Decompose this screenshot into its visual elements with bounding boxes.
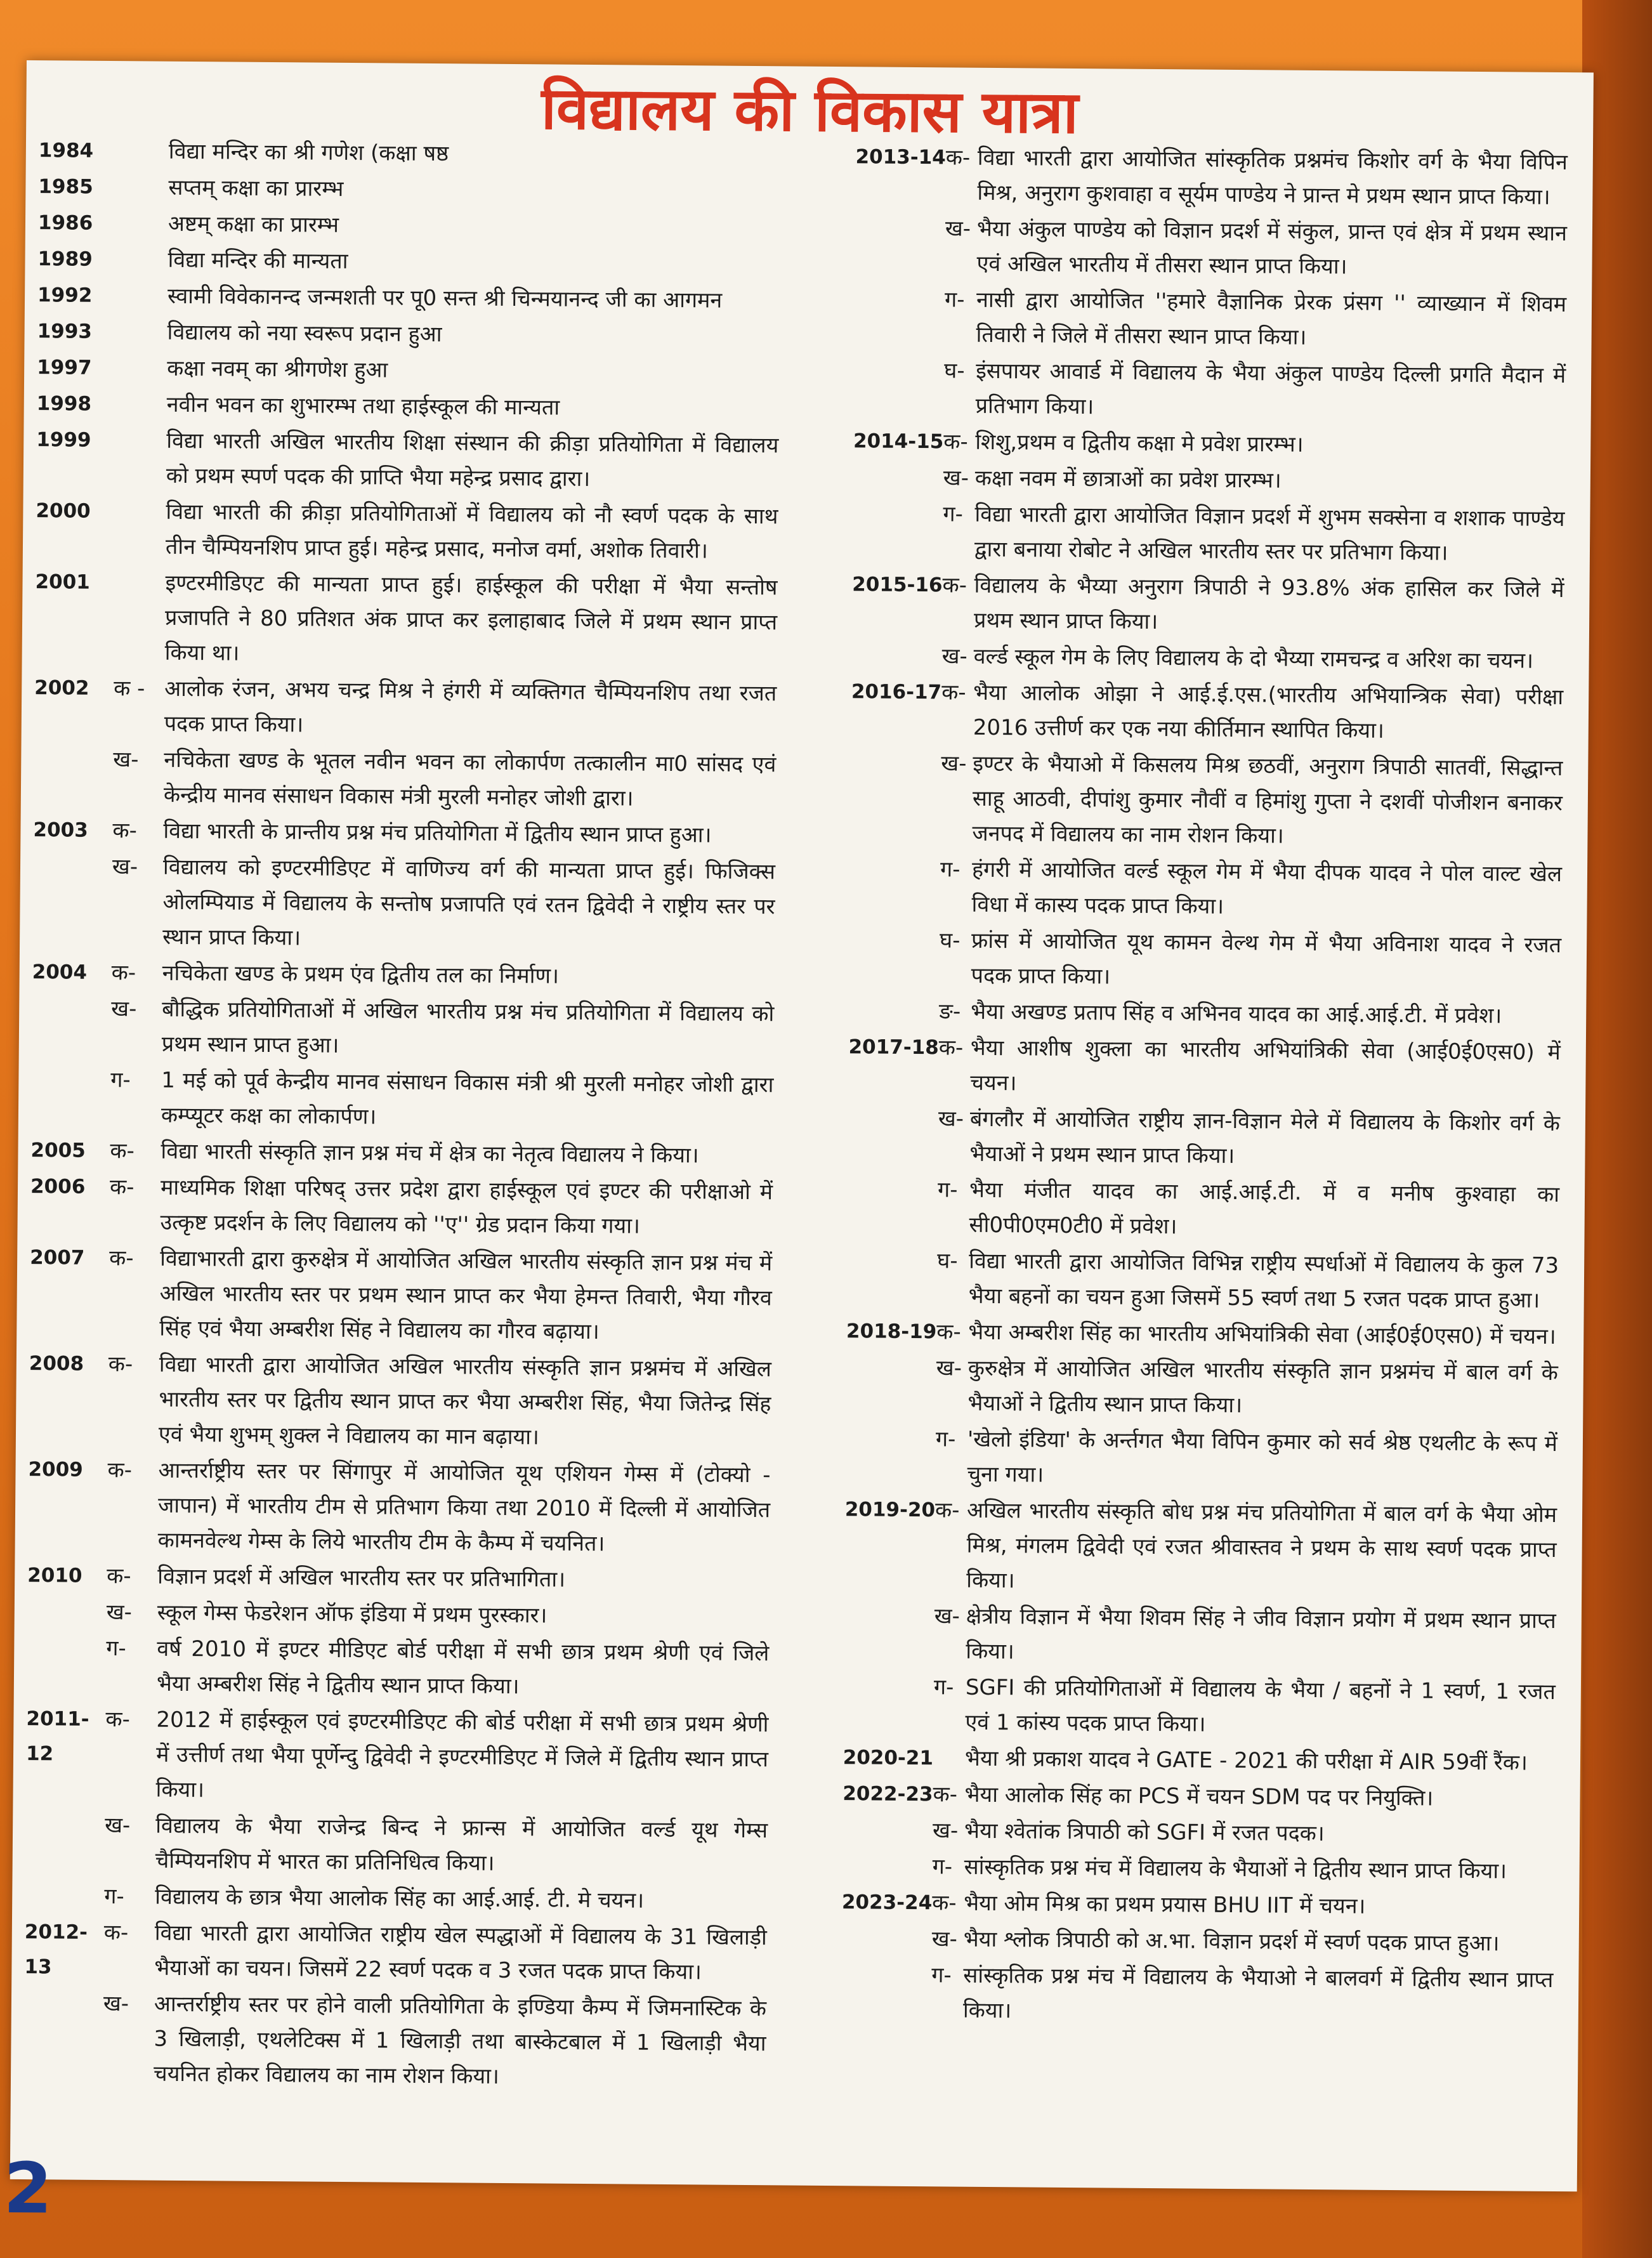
timeline-entry bbox=[814, 1492, 1557, 1603]
book-spine bbox=[1582, 0, 1652, 2258]
entry-text: भैया अम्बरीश सिंह का भारतीय अभियांत्रिकी सेवा (आई0ई0एस0) में चयन। bbox=[968, 1319, 1556, 1349]
entry-marker: क- bbox=[103, 1920, 129, 1946]
timeline-entry bbox=[37, 314, 779, 355]
entry-marker: क- bbox=[110, 1138, 135, 1164]
entry-year bbox=[823, 353, 945, 423]
entry-text: विद्या भारती अखिल भारतीय शिक्षा संस्थान की क्रीड़ा प्रतियोगिता में विद्यालय को प्रथम स्पर्ण पदक की प्राप्ति भैया महेन्द्र प्रसाद द्वारा। bbox=[166, 428, 779, 492]
entry-year: 2017-18 bbox=[848, 1035, 939, 1060]
entry-text: फ्रांस में आयोजित यूथ कामन वेल्थ गेम में भैया अविनाश यादव ने रजत पदक प्राप्त किया। bbox=[971, 928, 1562, 990]
timeline-entry bbox=[25, 1702, 768, 1812]
timeline-entry bbox=[818, 1030, 1561, 1105]
timeline-entry bbox=[812, 1813, 1554, 1853]
entry-text: स्वामी विवेकानन्द जन्मशती पर पू0 सन्त श्री चिन्मयानन्द जी का आगमन bbox=[167, 283, 723, 313]
entry-year: 2020-21 bbox=[842, 1746, 934, 1770]
entry-year bbox=[822, 496, 943, 567]
entry-year bbox=[824, 211, 945, 281]
entry-text: विद्यालय को इण्टरमीडिएट में वाणिज्य वर्ग की मान्यता प्राप्त हुई। फिजिक्स ओलम्पियाड में विद्यालय के सन्तोष प्रजापति एवं रतन द्विवेदी ने राष्ट्रीय स्तर पर स्थान प्राप्त किया। bbox=[162, 854, 776, 951]
entry-marker: ख- bbox=[941, 751, 967, 777]
entry-marker: ग- bbox=[940, 857, 960, 883]
timeline-entry bbox=[825, 140, 1568, 215]
entry-marker: ख- bbox=[936, 1355, 962, 1381]
timeline-entry bbox=[24, 1915, 767, 1990]
entry-marker: ग- bbox=[943, 501, 964, 527]
entry-year: 2013-14 bbox=[855, 145, 946, 169]
entry-marker: क - bbox=[114, 676, 145, 702]
entry-marker: क- bbox=[932, 1890, 957, 1916]
entry-marker: घ- bbox=[939, 928, 960, 954]
entry-marker: ख- bbox=[934, 1603, 960, 1629]
timeline-entry bbox=[813, 1740, 1555, 1781]
entry-year bbox=[25, 1808, 105, 1878]
entry-year bbox=[32, 849, 112, 954]
entry-year: 2010 bbox=[27, 1564, 82, 1587]
timeline-entry bbox=[818, 994, 1561, 1034]
entry-year bbox=[813, 1598, 934, 1669]
entry-marker bbox=[117, 206, 168, 242]
page-number: 2 bbox=[3, 2147, 53, 2229]
entry-text: सांस्कृतिक प्रश्न मंच में विद्यालय के भैयाओं ने द्वितीय स्थान प्राप्त किया। bbox=[964, 1854, 1507, 1884]
entry-marker: ख- bbox=[932, 1818, 959, 1844]
entry-text: स्कूल गेम्स फेडरेशन ऑफ इंडिया में प्रथम पुरस्कार। bbox=[157, 1599, 547, 1629]
entry-marker: ख- bbox=[945, 216, 971, 242]
entry-text: सप्तम् कक्षा का प्रारम्भ bbox=[168, 174, 344, 202]
entry-text: भैया अखण्ड प्रताप सिंह व अभिनव यादव का आई.आई.टी. में प्रवेश। bbox=[971, 999, 1502, 1029]
entry-text: अष्टम् कक्षा का प्रारम्भ bbox=[167, 211, 339, 238]
entry-marker: क- bbox=[107, 1457, 133, 1483]
timeline-entry bbox=[824, 211, 1567, 286]
entry-year bbox=[23, 1986, 103, 2091]
entry-year: 2005 bbox=[30, 1139, 86, 1162]
timeline-entry bbox=[39, 133, 781, 174]
entry-marker bbox=[115, 494, 166, 565]
entry-text: भैया मंजीत यादव का आई.आई.टी. में व मनीष कुश्वाहा का सी0पी0एम0टी0 में प्रवेश। bbox=[969, 1177, 1560, 1240]
entry-year: 2014-15 bbox=[853, 430, 944, 454]
entry-text: नचिकेता खण्ड के प्रथम एंव द्वितीय तल का निर्माण। bbox=[162, 960, 560, 989]
timeline-entry bbox=[816, 1314, 1558, 1355]
entry-year bbox=[815, 1350, 936, 1421]
entry-text: नचिकेता खण्ड के भूतल नवीन भवन का लोकार्पण तत्कालीन मा0 सांसद एवं केन्द्रीय मानव संसाधन विकास मंत्री मुरली मनोहर जोशी द्वारा। bbox=[163, 747, 777, 811]
entry-text: विद्या भारती द्वारा आयोजित विज्ञान प्रदर्श में शुभम सक्सेना व शशाक पाण्डेय द्वारा बनाया रोबोट ने अखिल भारतीय स्तर पर प्रतिभाग किया। bbox=[974, 501, 1565, 566]
entry-year bbox=[816, 1243, 938, 1313]
entry-year bbox=[823, 282, 945, 352]
timeline-entry bbox=[812, 1776, 1554, 1817]
entry-year bbox=[823, 460, 943, 496]
entry-marker: ख- bbox=[113, 747, 139, 773]
entry-text: वर्ष 2010 में इण्टर मीडिएट बोर्ड परीक्षा में सभी छात्र प्रथम श्रेणी एवं जिले भैया अम्बरीश सिंह ने द्वितीय स्थान प्राप्त किया। bbox=[156, 1636, 770, 1700]
entry-marker bbox=[117, 279, 167, 314]
timeline-entry bbox=[34, 671, 777, 746]
timeline-entry bbox=[819, 851, 1562, 927]
entry-marker: ख- bbox=[103, 1991, 129, 2017]
timeline-entry bbox=[33, 813, 775, 853]
timeline-entry bbox=[29, 1240, 772, 1351]
entry-marker: क- bbox=[112, 818, 138, 844]
entry-text: भैया आलोक ओझा ने आई.ई.एस.(भारतीय अभियान्त्रिक सेवा) परीक्षा 2016 उत्तीर्ण कर एक नया कीर्तिमान स्थापित किया। bbox=[973, 679, 1564, 744]
timeline-entry bbox=[32, 849, 775, 959]
entry-marker: क- bbox=[105, 1707, 131, 1733]
entry-text: बंगलौर में आयोजित राष्ट्रीय ज्ञान-विज्ञान मेले में विद्यालय के किशोर वर्ग के भैयाओं ने प्रथम स्थान प्राप्त किया। bbox=[969, 1106, 1561, 1169]
timeline-entry bbox=[816, 1172, 1559, 1247]
right-column bbox=[811, 140, 1568, 2034]
left-column bbox=[23, 133, 781, 2097]
entry-text: सांस्कृतिक प्रश्न मंच में विद्यालय के भैयाओ ने बालवर्ग में द्वितीय स्थान प्राप्त किया। bbox=[962, 1962, 1554, 2024]
entry-year bbox=[32, 991, 112, 1061]
entry-year bbox=[819, 922, 940, 993]
entry-marker: क- bbox=[934, 1497, 960, 1523]
entry-year bbox=[819, 851, 940, 922]
timeline-entry bbox=[820, 745, 1563, 856]
entry-text: विद्या भारती द्वारा आयोजित राष्ट्रीय खेल स्पद्धाओं में विद्यालय के 31 खिलाड़ी भैयाओं का चयन। जिसमें 22 स्वर्ण पदक व 3 रजत पदक प्राप्त किया। bbox=[154, 1920, 767, 1985]
timeline-entry bbox=[27, 1452, 770, 1563]
entry-marker: ख- bbox=[931, 1926, 958, 1952]
entry-marker: ग- bbox=[110, 1067, 131, 1093]
entry-marker bbox=[118, 134, 169, 169]
entry-year: 2011-12 bbox=[25, 1707, 89, 1766]
entry-year bbox=[25, 1879, 104, 1914]
entry-year bbox=[816, 1172, 938, 1242]
entry-year: 1984 bbox=[38, 139, 94, 162]
timeline-entry bbox=[811, 1885, 1554, 1926]
entry-marker bbox=[933, 1741, 965, 1776]
entry-text: कुरुक्षेत्र में आयोजित अखिल भारतीय संस्कृति ज्ञान प्रश्नमंच में बाल वर्ग के भैयाओं ने द्वितीय स्थान प्राप्त किया। bbox=[967, 1355, 1558, 1419]
entry-marker bbox=[116, 315, 167, 350]
entry-year: 1986 bbox=[37, 211, 93, 235]
timeline-entry bbox=[821, 638, 1563, 679]
entry-text: भैया ओम मिश्र का प्रथम प्रयास BHU IIT में चयन। bbox=[964, 1890, 1366, 1919]
entry-text: भैया अंकुल पाण्डेय को विज्ञान प्रदर्श में संकुल, प्रान्त एवं क्षेत्र में प्रथम स्थान एवं अखिल भारतीय में तीसरा स्थान प्राप्त किया। bbox=[976, 216, 1568, 280]
entry-marker bbox=[114, 565, 165, 671]
entry-marker: ख- bbox=[104, 1813, 131, 1839]
timeline-entry bbox=[811, 1957, 1554, 2033]
entry-year: 2016-17 bbox=[851, 680, 942, 704]
entry-marker: ग- bbox=[106, 1636, 126, 1662]
entry-year: 2006 bbox=[30, 1175, 86, 1198]
document-page bbox=[3, 60, 1594, 2229]
entry-marker: घ- bbox=[944, 358, 965, 384]
entry-marker: क- bbox=[942, 572, 967, 598]
entry-marker: ख- bbox=[938, 1106, 964, 1132]
timeline-entry bbox=[823, 282, 1566, 357]
entry-text: आन्तर्राष्ट्रीय स्तर पर होने वाली प्रतियोगिता के इण्डिया कैम्प में जिमनास्टिक के 3 खिलाड़ी, एथलेटिक्स में 1 खिलाड़ी तथा बास्केटबाल में 1 खिलाड़ी भैया चयनित होकर विद्यालय का नाम रोशन किया। bbox=[153, 1991, 767, 2089]
timeline-entry bbox=[30, 1133, 773, 1174]
timeline-entry bbox=[37, 242, 780, 282]
entry-year bbox=[31, 1062, 111, 1132]
entry-year bbox=[812, 1813, 933, 1848]
timeline-entry bbox=[821, 674, 1564, 750]
timeline-entry bbox=[37, 386, 779, 427]
entry-year: 2015-16 bbox=[852, 573, 943, 597]
entry-marker: ङ- bbox=[939, 999, 961, 1025]
entry-marker: क- bbox=[936, 1319, 961, 1345]
entry-marker: क- bbox=[109, 1245, 134, 1271]
entry-text: हंगरी में आयोजित वर्ल्ड स्कूल गेम में भैया दीपक यादव ने पोल वाल्ट खेल विधा में कास्य पदक प्राप्त किया। bbox=[971, 857, 1563, 919]
entry-year bbox=[821, 638, 941, 674]
entry-year bbox=[811, 1849, 932, 1884]
entry-text: विद्या भारती के प्रान्तीय प्रश्न मंच प्रतियोगिता में द्वितीय स्थान प्राप्त हुआ। bbox=[163, 818, 712, 848]
timeline-entry bbox=[29, 1346, 771, 1457]
timeline-entry bbox=[36, 494, 778, 569]
entry-text: विद्या भारती द्वारा आयोजित विभिन्न राष्ट्रीय स्पर्धाओं में विद्यालय के कुल 73 भैया बहनों का चयन हुआ जिसमें 55 स्वर्ण तथा 5 रजत पदक प्राप्त हुआ। bbox=[968, 1248, 1559, 1313]
entry-text: वर्ल्ड स्कूल गेम के लिए विद्यालय के दो भैय्या रामचन्द्र व अरिश का चयन। bbox=[973, 643, 1534, 674]
timeline-entry bbox=[27, 1558, 770, 1599]
entry-year: 2001 bbox=[35, 570, 90, 594]
timeline-entry bbox=[31, 1062, 774, 1138]
entry-year: 2012-13 bbox=[24, 1920, 88, 1979]
entry-year: 2022-23 bbox=[842, 1782, 933, 1806]
timeline-entry bbox=[815, 1421, 1557, 1497]
entry-marker: ख- bbox=[111, 996, 137, 1022]
entry-text: भैया श्लोक त्रिपाठी को अ.भा. विज्ञान प्रदर्श में स्वर्ण पदक प्राप्त हुआ। bbox=[963, 1926, 1500, 1957]
entry-marker: ग- bbox=[933, 1674, 954, 1700]
entry-text: विद्यालय के भैय्या अनुराग त्रिपाठी ने 93.8% अंक हासिल कर जिले में प्रथम स्थान प्राप्त किया। bbox=[973, 572, 1564, 635]
entry-marker: क- bbox=[943, 429, 968, 455]
timeline-entry bbox=[811, 1921, 1554, 1962]
timeline-entry bbox=[27, 1631, 770, 1706]
entry-text: विद्यालय के छात्र भैया आलोक सिंह का आई.आई. टी. मे चयन। bbox=[155, 1884, 645, 1913]
entry-year bbox=[27, 1631, 107, 1701]
timeline-entry bbox=[823, 424, 1565, 464]
entry-marker: ख- bbox=[943, 465, 969, 491]
entry-year: 1989 bbox=[37, 247, 93, 271]
entry-marker: क- bbox=[107, 1563, 131, 1589]
entry-marker: क- bbox=[108, 1351, 133, 1377]
entry-text: कक्षा नवम में छात्राओं का प्रवेश प्रारम्भ। bbox=[974, 465, 1282, 494]
entry-text: आन्तर्राष्ट्रीय स्तर पर सिंगापुर में आयोजित यूथ एशियन गेम्स में (टोक्यो - जापान) में भारतीय टीम से प्रतिभाग किया तथा 2010 में दिल्ली में आयोजित कामनवेल्थ गेम्स के लिये भारतीय टीम के कैम्प में चयनित। bbox=[157, 1457, 771, 1557]
timeline-entry bbox=[23, 1986, 766, 2096]
entry-year: 2018-19 bbox=[846, 1320, 937, 1344]
entry-text: भैया श्री प्रकाश यादव ने GATE - 2021 की परीक्षा में AIR 59वीं रैंक। bbox=[964, 1745, 1528, 1776]
entry-text: माध्यमिक शिक्षा परिषद् उत्तर प्रदेश द्वारा हाईस्कूल एवं इण्टर की परीक्षाओ में उत्कृष्ट प्रदर्शन के लिए विद्यालय को ''ए'' ग्रेड प्रदान किया गया। bbox=[160, 1174, 773, 1239]
timeline-entry bbox=[813, 1598, 1556, 1674]
entry-year: 2019-20 bbox=[844, 1498, 936, 1522]
entry-year: 1985 bbox=[38, 175, 93, 199]
entry-year: 2002 bbox=[34, 676, 89, 700]
entry-year bbox=[811, 1957, 932, 2028]
entry-marker: घ- bbox=[937, 1248, 958, 1274]
entry-year: 2009 bbox=[28, 1458, 83, 1481]
entry-text: आलोक रंजन, अभय चन्द्र मिश्र ने हंगरी में व्यक्तिगत चैम्पियनशिप तथा रजत पदक प्राप्त किया। bbox=[164, 676, 777, 738]
entry-year: 1997 bbox=[37, 356, 92, 379]
timeline-entry bbox=[37, 350, 779, 391]
timeline-entry bbox=[817, 1101, 1560, 1176]
page-title: विद्यालय की विकास यात्रा bbox=[541, 74, 1079, 147]
entry-text: विद्यालय के भैया राजेन्द्र बिन्द ने फ्रान्स में आयोजित वर्ल्ड यूथ गेम्स चैम्पियनशिप में भारत का प्रतिनिधित्व किया। bbox=[155, 1813, 768, 1876]
entry-year: 2008 bbox=[29, 1352, 84, 1375]
entry-text: विद्या भारती द्वारा आयोजित सांस्कृतिक प्रश्नमंच किशोर वर्ग के भैया विपिन मिश्र, अनुराग कुशवाहा व सूर्यम पाण्डेय ने प्रान्त मे प्रथम स्थान प्राप्त किया। bbox=[977, 145, 1568, 210]
entry-year bbox=[34, 742, 114, 812]
entry-year: 2004 bbox=[32, 961, 88, 984]
entry-text: विद्यालय को नया स्वरूप प्रदान हुआ bbox=[167, 319, 442, 348]
entry-marker: ख- bbox=[106, 1599, 133, 1625]
entry-year bbox=[813, 1669, 934, 1740]
entry-text: इंसपायर आवार्ड में विद्यालय के भैया अंकुल पाण्डेय दिल्ली प्रगति मैदान में प्रतिभाग किया। bbox=[975, 358, 1566, 420]
entry-marker: क- bbox=[945, 145, 971, 171]
entry-marker: ग- bbox=[932, 1854, 953, 1880]
entry-marker: ख- bbox=[941, 643, 967, 669]
entry-year: 2003 bbox=[33, 818, 88, 842]
entry-text: विद्या भारती द्वारा आयोजित अखिल भारतीय संस्कृति ज्ञान प्रश्नमंच में अखिल भारतीय स्तर पर द्वितीय स्थान प्राप्त कर भैया अम्बरीश सिंह, भैया जितेन्द्र सिंह एवं भैया शुभम् शुक्ल ने विद्यालय का मान बढ़ाया। bbox=[158, 1351, 771, 1450]
timeline-entry bbox=[38, 206, 780, 246]
timeline-entry bbox=[32, 991, 775, 1067]
entry-year: 1998 bbox=[36, 392, 92, 416]
entry-year bbox=[811, 1921, 932, 1957]
entry-text: भैया आशीष शुक्ला का भारतीय अभियांत्रिकी सेवा (आई0ई0एस0) में चयन। bbox=[970, 1035, 1561, 1096]
timeline-entry bbox=[25, 1808, 768, 1883]
entry-text: विद्या भारती संस्कृति ज्ञान प्रश्न मंच में क्षेत्र का नेतृत्व विद्यालय ने किया। bbox=[161, 1138, 699, 1169]
entry-text: अखिल भारतीय संस्कृति बोध प्रश्न मंच प्रतियोगिता में बाल वर्ग के भैया ओम मिश्र, मंगलम द्विवेदी एवं रजत श्रीवास्तव ने प्रथम के साथ स्वर्ण पदक प्राप्त किया। bbox=[966, 1497, 1557, 1594]
entry-text: विद्याभारती द्वारा कुरुक्षेत्र में आयोजित अखिल भारतीय संस्कृति ज्ञान प्रश्न मंच में अखिल भारतीय स्तर पर प्रथम स्थान प्राप्त कर भैया हेमन्त तिवारी, भैया गौरव सिंह एवं भैया अम्बरीश सिंह ने विद्यालय का गौरव बढ़ाया। bbox=[159, 1245, 773, 1345]
timeline-entry bbox=[819, 922, 1562, 998]
entry-marker bbox=[116, 387, 167, 423]
entry-marker: क- bbox=[941, 679, 966, 706]
timeline-entry bbox=[816, 1243, 1559, 1318]
timeline-entry bbox=[823, 460, 1565, 501]
timeline-entry bbox=[38, 169, 780, 210]
entry-marker: ग- bbox=[937, 1177, 958, 1203]
entry-text: 2012 में हाईस्कूल एवं इण्टरमीडिएट की बोर्ड परीक्षा में सभी छात्र प्रथम श्रेणी में उत्तीर्ण तथा भैया पूर्णेन्दु द्विवेदी ने इण्टरमीडिएट में जिले में द्वितीय स्थान प्राप्त किया। bbox=[155, 1707, 769, 1803]
timeline-entry bbox=[34, 742, 777, 817]
entry-text: विज्ञान प्रदर्श में अखिल भारतीय स्तर पर प्रतिभागिता। bbox=[157, 1563, 566, 1592]
entry-text: इण्टरमीडिएट की मान्यता प्राप्त हुई। हाईस्कूल की परीक्षा में भैया सन्तोष प्रजापति ने 80 प्रतिशत अंक प्राप्त कर इलाहाबाद जिले में प्रथम स्थान प्राप्त किया था। bbox=[164, 570, 778, 666]
entry-year bbox=[818, 994, 939, 1029]
entry-text: क्षेत्रीय विज्ञान में भैया शिवम सिंह ने जीव विज्ञान प्रयोग में प्रथम स्थान प्राप्त किया। bbox=[966, 1603, 1556, 1665]
timeline-entry bbox=[32, 955, 774, 995]
entry-year: 1999 bbox=[36, 428, 91, 452]
entry-year: 2007 bbox=[30, 1246, 85, 1270]
entry-text: 'खेलो इंडिया' के अर्न्तगत भैया विपिन कुमार को सर्व श्रेष्ठ एथलीट के रूप में चुना गया। bbox=[967, 1426, 1558, 1488]
entry-text: विद्या मन्दिर का श्री गणेश (कक्षा षष्ठ bbox=[168, 138, 449, 167]
entry-text: 1 मई को पूर्व केन्द्रीय मानव संसाधन विकास मंत्री श्री मुरली मनोहर जोशी द्वारा कम्प्यूटर कक्ष का लोकार्पण। bbox=[161, 1067, 774, 1130]
entry-text: नवीन भवन का शुभारम्भ तथा हाईस्कूल की मान्यता bbox=[166, 391, 560, 421]
entry-text: विद्या भारती की क्रीड़ा प्रतियोगिताओं में विद्यालय को नौ स्वर्ण पदक के साथ तीन चैम्पियनशिप प्राप्त हुई। महेन्द्र प्रसाद, मनोज वर्मा, अशोक तिवारी। bbox=[165, 499, 778, 564]
entry-marker: क- bbox=[109, 1174, 134, 1200]
entry-marker: क- bbox=[938, 1035, 964, 1061]
entry-marker: ग- bbox=[931, 1962, 952, 1988]
entry-marker: क- bbox=[111, 960, 136, 986]
entry-marker: ग- bbox=[935, 1426, 956, 1452]
timeline-entry bbox=[37, 278, 780, 318]
entry-marker bbox=[117, 242, 167, 278]
entry-year: 1993 bbox=[37, 320, 93, 343]
entry-year bbox=[817, 1101, 938, 1171]
timeline-entry bbox=[822, 567, 1564, 643]
entry-text: विद्या मन्दिर की मान्यता bbox=[167, 247, 348, 274]
timeline-entry bbox=[823, 353, 1566, 428]
timeline-entry bbox=[813, 1669, 1556, 1745]
entry-marker: ग- bbox=[104, 1884, 124, 1910]
entry-text: SGFI की प्रतियोगिताओं में विद्यालय के भैया / बहनों ने 1 स्वर्ण, 1 रजत एवं 1 कांस्य पदक प्राप्त किया। bbox=[965, 1674, 1556, 1737]
entry-year: 2000 bbox=[36, 499, 91, 523]
entry-year bbox=[27, 1594, 107, 1630]
entry-text: भैया आलोक सिंह का PCS में चयन SDM पद पर नियुक्ति। bbox=[964, 1782, 1434, 1811]
entry-marker bbox=[117, 170, 168, 206]
entry-text: बौद्धिक प्रतियोगिताओं में अखिल भारतीय प्रश्न मंच प्रतियोगिता में विद्यालय को प्रथम स्थान प्राप्त हुआ। bbox=[161, 996, 775, 1058]
entry-marker bbox=[115, 423, 167, 494]
entry-marker: ख- bbox=[112, 854, 138, 880]
timeline-entry bbox=[30, 1169, 773, 1245]
entry-text: शिशु,प्रथम व द्वितीय कक्षा मे प्रवेश प्रारम्भ। bbox=[975, 429, 1304, 457]
timeline-entry bbox=[815, 1350, 1558, 1426]
timeline-entry bbox=[34, 565, 777, 675]
entry-marker: क- bbox=[933, 1782, 958, 1808]
entry-year bbox=[815, 1421, 936, 1492]
entry-text: भैया श्वेतांक त्रिपाठी को SGFI में रजत पदक। bbox=[964, 1818, 1325, 1847]
timeline-entry bbox=[811, 1849, 1554, 1889]
entry-marker: ग- bbox=[944, 287, 965, 313]
timeline-entry bbox=[822, 496, 1565, 572]
entry-text: कक्षा नवम् का श्रीगणेश हुआ bbox=[167, 355, 388, 383]
entry-year: 2023-24 bbox=[841, 1891, 933, 1915]
timeline-entry bbox=[36, 423, 779, 498]
entry-marker bbox=[116, 351, 167, 386]
entry-year: 1992 bbox=[37, 284, 93, 307]
entry-text: इण्टर के भैयाओ में किसलय मिश्र छठवीं, अनुराग त्रिपाठी सातवीं, सिद्धान्त साहू आठवी, दीपांशु कुमार नौवीं व हिमांशु गुप्ता ने दशवीं पोजीशन बनाकर जनपद में विद्यालय का नाम रोशन किया। bbox=[972, 751, 1563, 849]
timeline-entry bbox=[25, 1879, 767, 1919]
timeline-entry bbox=[27, 1594, 770, 1635]
entry-text: नासी द्वारा आयोजित ''हमारे वैज्ञानिक प्रेरक प्रंसग '' व्याख्यान में शिवम तिवारी ने जिले में तीसरा स्थान प्राप्त किया। bbox=[976, 287, 1567, 350]
entry-year bbox=[820, 745, 941, 851]
